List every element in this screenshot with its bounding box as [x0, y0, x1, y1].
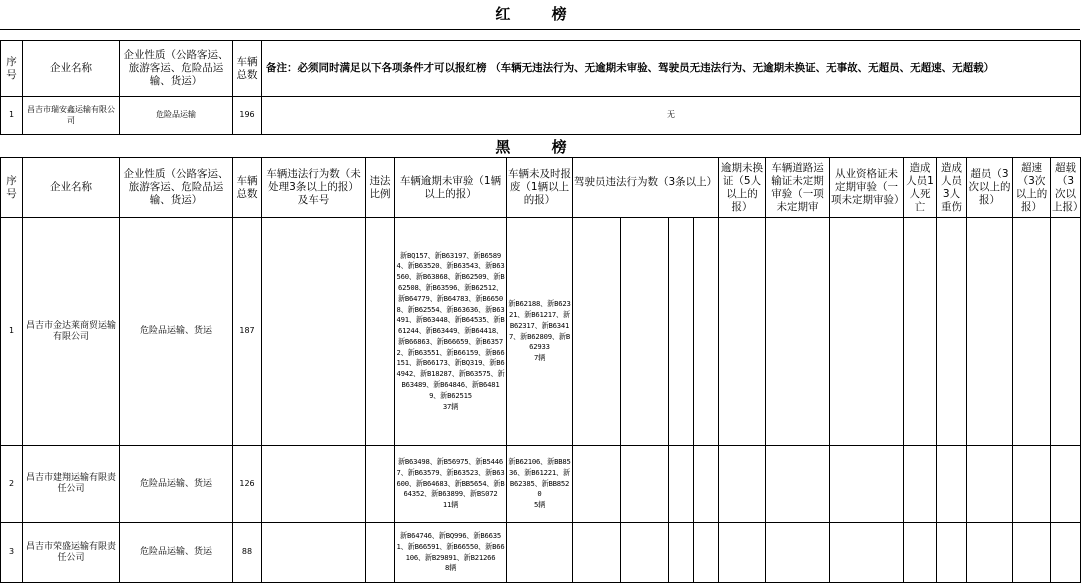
- cell-injury: [937, 523, 967, 583]
- header-nature: 企业性质（公路客运、旅游客运、危险品运输、货运）: [120, 41, 233, 97]
- cell-qualification: [830, 523, 904, 583]
- cell-injury: [937, 446, 967, 523]
- header-overload-people: 超员（3次以上的报）: [967, 158, 1013, 218]
- header-speeding: 超速（3次以上的报）: [1013, 158, 1051, 218]
- header-seq: 序号: [1, 41, 23, 97]
- cell-seq: 1: [1, 97, 23, 135]
- table-row: [1, 446, 1081, 523]
- header-violations: 车辆违法行为数（未处理3条以上的报）及车号: [262, 158, 366, 218]
- red-list-title: 红 榜: [0, 0, 1080, 30]
- cell-overload-cargo: [1051, 218, 1081, 446]
- cell-driver-3: [669, 218, 694, 446]
- header-death: 造成人员1人死亡: [904, 158, 937, 218]
- plate-list: 新B63498、新B56975、新B54467、新B63579、新B63523、新B63600、新B64683、新BB5654、新B64352、新B63899、新BS072: [396, 457, 505, 499]
- plate-count: 37辆: [442, 401, 459, 411]
- cell-total: 187: [233, 218, 262, 446]
- cell-death: [904, 218, 937, 446]
- cell-death: [904, 523, 937, 583]
- cell-overload-people: [967, 523, 1013, 583]
- header-nature: 企业性质（公路客运、旅游客运、危险品运输、货运）: [120, 158, 233, 218]
- cell-road-permit: [766, 523, 830, 583]
- plate-list: 新B64746、新BQ996、新B66351、新B66591、新B66550、新B66106、新B29891、新B21266: [396, 530, 505, 562]
- cell-speeding: [1013, 446, 1051, 523]
- table-row: [1, 97, 1081, 135]
- cell-ratio: [366, 446, 395, 523]
- cell-note: 无: [262, 97, 1081, 135]
- cell-company: 昌吉市建翔运输有限责任公司: [23, 446, 120, 523]
- header-total: 车辆总数: [233, 41, 262, 97]
- cell-qualification: [830, 218, 904, 446]
- red-list-table: [0, 40, 1081, 135]
- cell-qualification: [830, 446, 904, 523]
- plate-list: 新BQ157、新B63197、新B65894、新B63520、新B63543、新B63560、新B63868、新B62509、新B62508、新B63596、新B62512、新B64779、新B64783、新B66508、新B62554、新B63636、新B63491、新B63448、新B64535、新B61244、新B63449、新B64418、新B66863、新B66659、新B63572、新B63551、新B66159、新B66151、新B66173、新BQ319、新B64942、新B18287、新B63575、新B63489、新B64846、新B64819、新B62515: [396, 250, 505, 400]
- plate-count: 11辆: [442, 500, 459, 510]
- plate-list: 新B62106、新BB8536、新B61221、新B62385、新BB8520: [508, 457, 571, 499]
- cell-total: 126: [233, 446, 262, 523]
- cell-speeding: [1013, 218, 1051, 446]
- cell-speeding: [1013, 523, 1051, 583]
- header-overdue-license: 逾期未换证（5人以上的报）: [719, 158, 766, 218]
- cell-nature: 危险品运输、货运: [120, 523, 233, 583]
- header-total: 车辆总数: [233, 158, 262, 218]
- cell-company: 昌吉市荣盛运输有限责任公司: [23, 523, 120, 583]
- header-not-scrapped: 车辆未及时报废（1辆以上的报）: [507, 158, 573, 218]
- cell-not-scrapped: [507, 523, 573, 583]
- header-overdue-inspect: 车辆逾期未审验（1辆以上的报）: [395, 158, 507, 218]
- cell-overdue-license: [719, 218, 766, 446]
- cell-seq: 2: [1, 446, 23, 523]
- cell-seq: 1: [1, 218, 23, 446]
- black-list-title: 黑 榜: [495, 138, 585, 156]
- cell-violations: [262, 218, 366, 446]
- cell-road-permit: [766, 446, 830, 523]
- cell-not-scrapped: [507, 218, 573, 446]
- cell-seq: 3: [1, 523, 23, 583]
- header-driver-violations: 驾驶员违法行为数（3条以上）: [573, 158, 719, 218]
- table-row: [1, 523, 1081, 583]
- cell-driver-4: [694, 218, 719, 446]
- cell-driver-1: [573, 446, 621, 523]
- cell-driver-3: [669, 446, 694, 523]
- cell-overdue-inspect: [395, 218, 507, 446]
- cell-ratio: [366, 523, 395, 583]
- cell-nature: 危险品运输、货运: [120, 446, 233, 523]
- plate-list: 新B62188、新B62321、新B61217、新B62317、新B63417、新B62809、新B62933: [508, 299, 571, 352]
- header-company: 企业名称: [23, 41, 120, 97]
- cell-overdue-inspect: [395, 523, 507, 583]
- cell-driver-4: [694, 523, 719, 583]
- cell-driver-4: [694, 446, 719, 523]
- cell-injury: [937, 218, 967, 446]
- header-seq: 序号: [1, 158, 23, 218]
- black-list-table: [0, 157, 1084, 583]
- cell-ratio: [366, 218, 395, 446]
- cell-overdue-license: [719, 523, 766, 583]
- cell-driver-1: [573, 523, 621, 583]
- cell-company: 昌吉市金达莱商贸运输有限公司: [23, 218, 120, 446]
- header-injury: 造成人员3人重伤: [937, 158, 967, 218]
- cell-nature: 危险品运输、货运: [120, 218, 233, 446]
- cell-road-permit: [766, 218, 830, 446]
- cell-total: 196: [233, 97, 262, 135]
- cell-driver-2: [621, 218, 669, 446]
- header-note: 备注：必须同时满足以下各项条件才可以报红榜 （车辆无违法行为、无逾期未审验、驾驶员无违法行为、无逾期未换证、无事故、无超员、无超速、无超载）: [262, 41, 1081, 97]
- header-qualification: 从业资格证未定期审验（一项未定期审验）: [830, 158, 904, 218]
- cell-death: [904, 446, 937, 523]
- cell-company: 昌吉市瑞安鑫运输有限公司: [23, 97, 120, 135]
- cell-driver-1: [573, 218, 621, 446]
- plate-count: 7辆: [533, 353, 546, 363]
- cell-overdue-inspect: [395, 446, 507, 523]
- cell-violations: [262, 446, 366, 523]
- cell-nature: 危险品运输: [120, 97, 233, 135]
- header-overload-cargo: 超载（3次以上报）: [1051, 158, 1081, 218]
- cell-overload-people: [967, 446, 1013, 523]
- cell-overload-cargo: [1051, 446, 1081, 523]
- cell-driver-3: [669, 523, 694, 583]
- cell-driver-2: [621, 523, 669, 583]
- cell-driver-2: [621, 446, 669, 523]
- cell-not-scrapped: [507, 446, 573, 523]
- cell-overload-cargo: [1051, 523, 1081, 583]
- header-ratio: 违法比例: [366, 158, 395, 218]
- plate-count: 8辆: [444, 563, 457, 573]
- plate-count: 5辆: [533, 500, 546, 510]
- header-road-permit: 车辆道路运输证未定期审验（一项未定期审: [766, 158, 830, 218]
- table-row: [1, 218, 1081, 446]
- cell-overdue-license: [719, 446, 766, 523]
- cell-total: 88: [233, 523, 262, 583]
- cell-overload-people: [967, 218, 1013, 446]
- header-company: 企业名称: [23, 158, 120, 218]
- cell-violations: [262, 523, 366, 583]
